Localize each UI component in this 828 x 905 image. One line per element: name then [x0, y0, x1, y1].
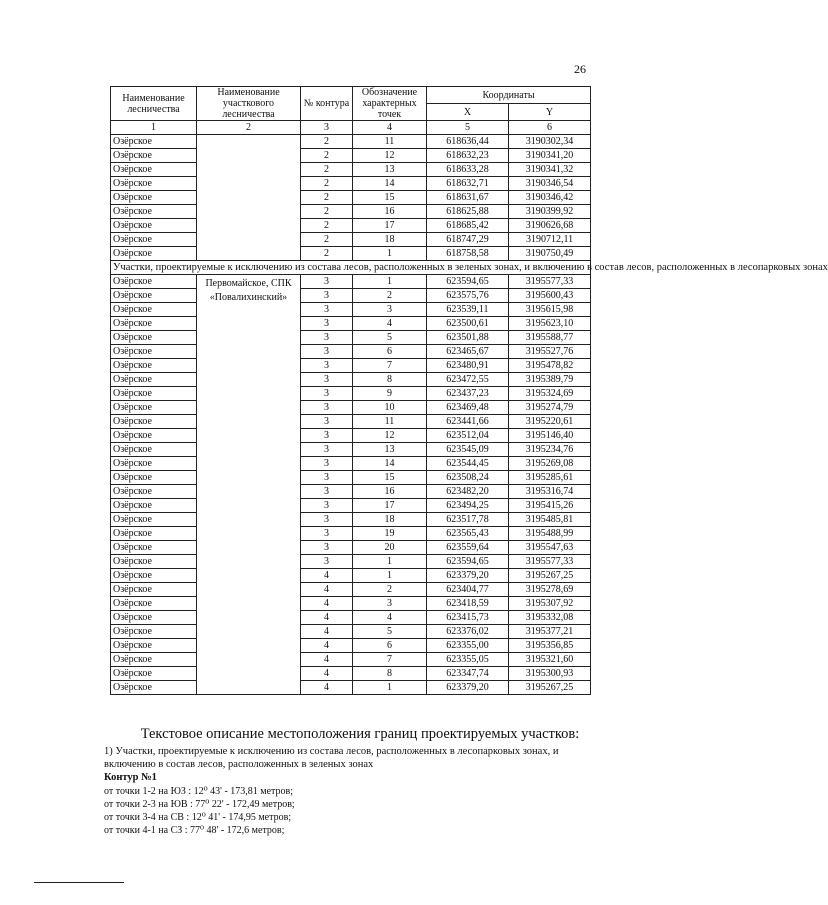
cell-contour: 4 — [301, 583, 353, 597]
cell-contour: 3 — [301, 401, 353, 415]
cell-forestry: Озёрское — [111, 317, 197, 331]
cell-point: 4 — [353, 317, 427, 331]
cell-contour: 3 — [301, 555, 353, 569]
cell-point: 7 — [353, 359, 427, 373]
table-row — [111, 303, 591, 317]
cell-y: 3195600,43 — [509, 289, 591, 303]
cell-forestry: Озёрское — [111, 205, 197, 219]
description-line: от точки 1-2 на ЮЗ : 12⁰ 43' - 173,81 метров; — [104, 786, 294, 797]
cell-forestry: Озёрское — [111, 499, 197, 513]
table-row — [111, 499, 591, 513]
cell-contour: 4 — [301, 639, 353, 653]
cell-point: 14 — [353, 457, 427, 471]
cell-x: 623517,78 — [427, 513, 509, 527]
cell-point: 14 — [353, 177, 427, 191]
header-forestry: Наименование лесничества — [111, 87, 197, 121]
cell-y: 3195527,76 — [509, 345, 591, 359]
cell-contour: 3 — [301, 359, 353, 373]
cell-contour: 2 — [301, 247, 353, 261]
cell-x: 623539,11 — [427, 303, 509, 317]
cell-contour: 3 — [301, 415, 353, 429]
cell-point: 1 — [353, 555, 427, 569]
cell-contour: 2 — [301, 149, 353, 163]
cell-x: 623512,04 — [427, 429, 509, 443]
cell-contour: 2 — [301, 191, 353, 205]
table-row — [111, 205, 591, 219]
cell-point: 16 — [353, 485, 427, 499]
table-row — [111, 415, 591, 429]
cell-point: 13 — [353, 443, 427, 457]
cell-y: 3190346,54 — [509, 177, 591, 191]
cell-x: 618758,58 — [427, 247, 509, 261]
table-row — [111, 401, 591, 415]
cell-y: 3195547,63 — [509, 541, 591, 555]
table-row — [111, 583, 591, 597]
cell-forestry: Озёрское — [111, 359, 197, 373]
cell-x: 623544,45 — [427, 457, 509, 471]
table-row — [111, 345, 591, 359]
cell-contour: 3 — [301, 303, 353, 317]
cell-x: 618631,67 — [427, 191, 509, 205]
description-line: от точки 3-4 на СВ : 12⁰ 41' - 174,95 метров; — [104, 812, 292, 823]
cell-contour: 3 — [301, 373, 353, 387]
cell-forestry: Озёрское — [111, 625, 197, 639]
cell-x: 618625,88 — [427, 205, 509, 219]
cell-x: 623494,25 — [427, 499, 509, 513]
cell-forestry: Озёрское — [111, 233, 197, 247]
cell-x: 623376,02 — [427, 625, 509, 639]
cell-forestry: Озёрское — [111, 653, 197, 667]
cell-forestry: Озёрское — [111, 247, 197, 261]
cell-y: 3190399,92 — [509, 205, 591, 219]
cell-x: 623379,20 — [427, 569, 509, 583]
cell-x: 623465,67 — [427, 345, 509, 359]
cell-x: 623441,66 — [427, 415, 509, 429]
table-row — [111, 597, 591, 611]
cell-contour: 2 — [301, 177, 353, 191]
cell-forestry: Озёрское — [111, 415, 197, 429]
cell-x: 618633,28 — [427, 163, 509, 177]
cell-point: 13 — [353, 163, 427, 177]
cell-plot-name — [197, 135, 301, 261]
cell-x: 623559,64 — [427, 541, 509, 555]
cell-point: 3 — [353, 597, 427, 611]
cell-contour: 4 — [301, 597, 353, 611]
cell-point: 3 — [353, 303, 427, 317]
table-row — [111, 471, 591, 485]
cell-y: 3195577,33 — [509, 275, 591, 289]
table-row — [111, 135, 591, 149]
table-row — [111, 611, 591, 625]
cell-forestry: Озёрское — [111, 219, 197, 233]
cell-point: 15 — [353, 191, 427, 205]
table-row — [111, 233, 591, 247]
cell-forestry: Озёрское — [111, 555, 197, 569]
cell-y: 3195267,25 — [509, 681, 591, 695]
cell-forestry: Озёрское — [111, 611, 197, 625]
table-row — [111, 625, 591, 639]
table-row — [111, 317, 591, 331]
table-row — [111, 219, 591, 233]
cell-contour: 3 — [301, 275, 353, 289]
table-body-bottom — [111, 275, 591, 695]
cell-y: 3195285,61 — [509, 471, 591, 485]
header-x: X — [427, 104, 509, 121]
cell-contour: 3 — [301, 485, 353, 499]
column-number: 6 — [509, 121, 591, 135]
cell-forestry: Озёрское — [111, 135, 197, 149]
cell-forestry: Озёрское — [111, 303, 197, 317]
cell-x: 623545,09 — [427, 443, 509, 457]
header-plot-name: Наименование участкового лесничества — [197, 87, 301, 121]
description-line: от точки 2-3 на ЮВ : 77⁰ 22' - 172,49 метров; — [104, 799, 295, 810]
table-row — [111, 555, 591, 569]
cell-x: 623501,88 — [427, 331, 509, 345]
cell-y: 3195321,60 — [509, 653, 591, 667]
cell-x: 623594,65 — [427, 275, 509, 289]
cell-contour: 4 — [301, 611, 353, 625]
cell-y: 3195485,81 — [509, 513, 591, 527]
table-row — [111, 429, 591, 443]
cell-point: 18 — [353, 513, 427, 527]
cell-contour: 3 — [301, 471, 353, 485]
cell-point: 1 — [353, 247, 427, 261]
cell-forestry: Озёрское — [111, 331, 197, 345]
cell-forestry: Озёрское — [111, 163, 197, 177]
cell-point: 5 — [353, 625, 427, 639]
cell-y: 3190626,68 — [509, 219, 591, 233]
cell-forestry: Озёрское — [111, 667, 197, 681]
cell-point: 15 — [353, 471, 427, 485]
cell-x: 623508,24 — [427, 471, 509, 485]
table-row — [111, 191, 591, 205]
cell-contour: 2 — [301, 163, 353, 177]
cell-contour: 3 — [301, 317, 353, 331]
cell-x: 623379,20 — [427, 681, 509, 695]
cell-y: 3190712,11 — [509, 233, 591, 247]
cell-y: 3195316,74 — [509, 485, 591, 499]
cell-x: 623437,23 — [427, 387, 509, 401]
cell-x: 623575,76 — [427, 289, 509, 303]
table-row — [111, 569, 591, 583]
page-number: 26 — [574, 62, 586, 76]
table-row — [111, 149, 591, 163]
table-row — [111, 359, 591, 373]
cell-y: 3190341,20 — [509, 149, 591, 163]
cell-contour: 2 — [301, 135, 353, 149]
cell-forestry: Озёрское — [111, 289, 197, 303]
cell-forestry: Озёрское — [111, 597, 197, 611]
cell-x: 618636,44 — [427, 135, 509, 149]
cell-y: 3195307,92 — [509, 597, 591, 611]
cell-y: 3195615,98 — [509, 303, 591, 317]
cell-y: 3195577,33 — [509, 555, 591, 569]
cell-y: 3195377,21 — [509, 625, 591, 639]
cell-forestry: Озёрское — [111, 485, 197, 499]
cell-contour: 2 — [301, 205, 353, 219]
cell-forestry: Озёрское — [111, 149, 197, 163]
cell-forestry: Озёрское — [111, 191, 197, 205]
cell-point: 16 — [353, 205, 427, 219]
cell-contour: 3 — [301, 541, 353, 555]
cell-y: 3195267,25 — [509, 569, 591, 583]
cell-point: 10 — [353, 401, 427, 415]
cell-y: 3195269,08 — [509, 457, 591, 471]
cell-y: 3195623,10 — [509, 317, 591, 331]
cell-y: 3195389,79 — [509, 373, 591, 387]
column-number: 2 — [197, 121, 301, 135]
header-points: Обозначение характерных точек — [353, 87, 427, 121]
cell-point: 20 — [353, 541, 427, 555]
table-row — [111, 289, 591, 303]
cell-forestry: Озёрское — [111, 471, 197, 485]
cell-contour: 2 — [301, 219, 353, 233]
cell-x: 618747,29 — [427, 233, 509, 247]
cell-contour: 3 — [301, 345, 353, 359]
section-heading: Участки, проектируемые к исключению из состава лесов, расположенных в зеленых зонах, и включению в состав лесов, расположенных в лесопарковых зонах — [111, 261, 591, 275]
cell-x: 623472,55 — [427, 373, 509, 387]
cell-y: 3195488,99 — [509, 527, 591, 541]
description-paragraph: 1) Участки, проектируемые к исключению из состава лесов, расположенных в лесопарковых зонах, и включению в состав лесов, расположенных в зеленых зонах — [104, 746, 559, 770]
cell-contour: 3 — [301, 387, 353, 401]
cell-forestry: Озёрское — [111, 275, 197, 289]
cell-x: 618632,23 — [427, 149, 509, 163]
cell-y: 3195300,93 — [509, 667, 591, 681]
cell-forestry: Озёрское — [111, 583, 197, 597]
table-row — [111, 527, 591, 541]
cell-x: 623480,91 — [427, 359, 509, 373]
cell-y: 3195588,77 — [509, 331, 591, 345]
cell-point: 8 — [353, 667, 427, 681]
column-number: 1 — [111, 121, 197, 135]
table-row — [111, 485, 591, 499]
footnote-divider — [34, 882, 124, 883]
table-row — [111, 177, 591, 191]
cell-forestry: Озёрское — [111, 527, 197, 541]
cell-x: 623418,59 — [427, 597, 509, 611]
cell-x: 623347,74 — [427, 667, 509, 681]
cell-point: 1 — [353, 275, 427, 289]
cell-point: 4 — [353, 611, 427, 625]
cell-forestry: Озёрское — [111, 373, 197, 387]
cell-point: 7 — [353, 653, 427, 667]
cell-x: 623469,48 — [427, 401, 509, 415]
table-row — [111, 163, 591, 177]
cell-contour: 3 — [301, 527, 353, 541]
description-line: от точки 4-1 на СЗ : 77⁰ 48' - 172,6 метров; — [104, 825, 285, 836]
coordinates-table — [110, 86, 828, 695]
cell-y: 3195324,69 — [509, 387, 591, 401]
cell-plot-name: Первомайское, СПК «Повалихинский» — [197, 275, 301, 695]
cell-x: 618632,71 — [427, 177, 509, 191]
cell-y: 3195220,61 — [509, 415, 591, 429]
table-body-top — [111, 135, 591, 261]
cell-forestry: Озёрское — [111, 513, 197, 527]
table-row — [111, 373, 591, 387]
cell-contour: 2 — [301, 233, 353, 247]
cell-contour: 3 — [301, 331, 353, 345]
cell-y: 3195146,40 — [509, 429, 591, 443]
cell-forestry: Озёрское — [111, 457, 197, 471]
cell-point: 8 — [353, 373, 427, 387]
cell-x: 623415,73 — [427, 611, 509, 625]
cell-contour: 4 — [301, 681, 353, 695]
cell-point: 17 — [353, 219, 427, 233]
cell-forestry: Озёрское — [111, 345, 197, 359]
cell-point: 6 — [353, 639, 427, 653]
column-number: 5 — [427, 121, 509, 135]
table-row — [111, 275, 591, 289]
table-row — [111, 541, 591, 555]
cell-contour: 4 — [301, 653, 353, 667]
cell-forestry: Озёрское — [111, 681, 197, 695]
cell-contour: 3 — [301, 443, 353, 457]
cell-forestry: Озёрское — [111, 429, 197, 443]
cell-forestry: Озёрское — [111, 541, 197, 555]
cell-contour: 3 — [301, 513, 353, 527]
cell-y: 3190302,34 — [509, 135, 591, 149]
table-row — [111, 457, 591, 471]
cell-forestry: Озёрское — [111, 401, 197, 415]
cell-point: 2 — [353, 289, 427, 303]
table-row — [111, 247, 591, 261]
cell-x: 623355,05 — [427, 653, 509, 667]
cell-y: 3190750,49 — [509, 247, 591, 261]
cell-y: 3190341,32 — [509, 163, 591, 177]
cell-point: 11 — [353, 415, 427, 429]
contour-label: Контур №1 — [104, 772, 157, 783]
cell-point: 2 — [353, 583, 427, 597]
cell-contour: 3 — [301, 289, 353, 303]
cell-y: 3195274,79 — [509, 401, 591, 415]
table-row — [111, 387, 591, 401]
table-row — [111, 639, 591, 653]
header-coords: Координаты — [427, 87, 591, 104]
cell-y: 3195478,82 — [509, 359, 591, 373]
cell-contour: 3 — [301, 429, 353, 443]
cell-x: 623500,61 — [427, 317, 509, 331]
cell-point: 12 — [353, 429, 427, 443]
cell-contour: 3 — [301, 499, 353, 513]
column-number: 4 — [353, 121, 427, 135]
cell-forestry: Озёрское — [111, 639, 197, 653]
cell-point: 6 — [353, 345, 427, 359]
table-section — [111, 261, 828, 275]
cell-point: 11 — [353, 135, 427, 149]
description-title: Текстовое описание местоположения границ проектируемых участков: — [140, 726, 580, 742]
cell-y: 3195356,85 — [509, 639, 591, 653]
table-row — [111, 513, 591, 527]
cell-point: 18 — [353, 233, 427, 247]
cell-point: 1 — [353, 569, 427, 583]
cell-y: 3190346,42 — [509, 191, 591, 205]
header-contour: № контура — [301, 87, 353, 121]
cell-point: 12 — [353, 149, 427, 163]
cell-x: 623565,43 — [427, 527, 509, 541]
cell-point: 1 — [353, 681, 427, 695]
cell-contour: 3 — [301, 457, 353, 471]
cell-forestry: Озёрское — [111, 443, 197, 457]
cell-point: 9 — [353, 387, 427, 401]
cell-forestry: Озёрское — [111, 569, 197, 583]
cell-point: 17 — [353, 499, 427, 513]
column-number: 3 — [301, 121, 353, 135]
cell-contour: 4 — [301, 667, 353, 681]
cell-y: 3195278,69 — [509, 583, 591, 597]
table-row — [111, 653, 591, 667]
table-row — [111, 667, 591, 681]
cell-x: 618685,42 — [427, 219, 509, 233]
table-row — [111, 443, 591, 457]
cell-point: 5 — [353, 331, 427, 345]
cell-contour: 4 — [301, 625, 353, 639]
cell-forestry: Озёрское — [111, 387, 197, 401]
cell-y: 3195332,08 — [509, 611, 591, 625]
cell-x: 623404,77 — [427, 583, 509, 597]
cell-x: 623594,65 — [427, 555, 509, 569]
cell-contour: 4 — [301, 569, 353, 583]
table-row — [111, 331, 591, 345]
cell-y: 3195415,26 — [509, 499, 591, 513]
header-y: Y — [509, 104, 591, 121]
cell-y: 3195234,76 — [509, 443, 591, 457]
table-row — [111, 681, 591, 695]
cell-point: 19 — [353, 527, 427, 541]
cell-x: 623482,20 — [427, 485, 509, 499]
cell-x: 623355,00 — [427, 639, 509, 653]
cell-forestry: Озёрское — [111, 177, 197, 191]
